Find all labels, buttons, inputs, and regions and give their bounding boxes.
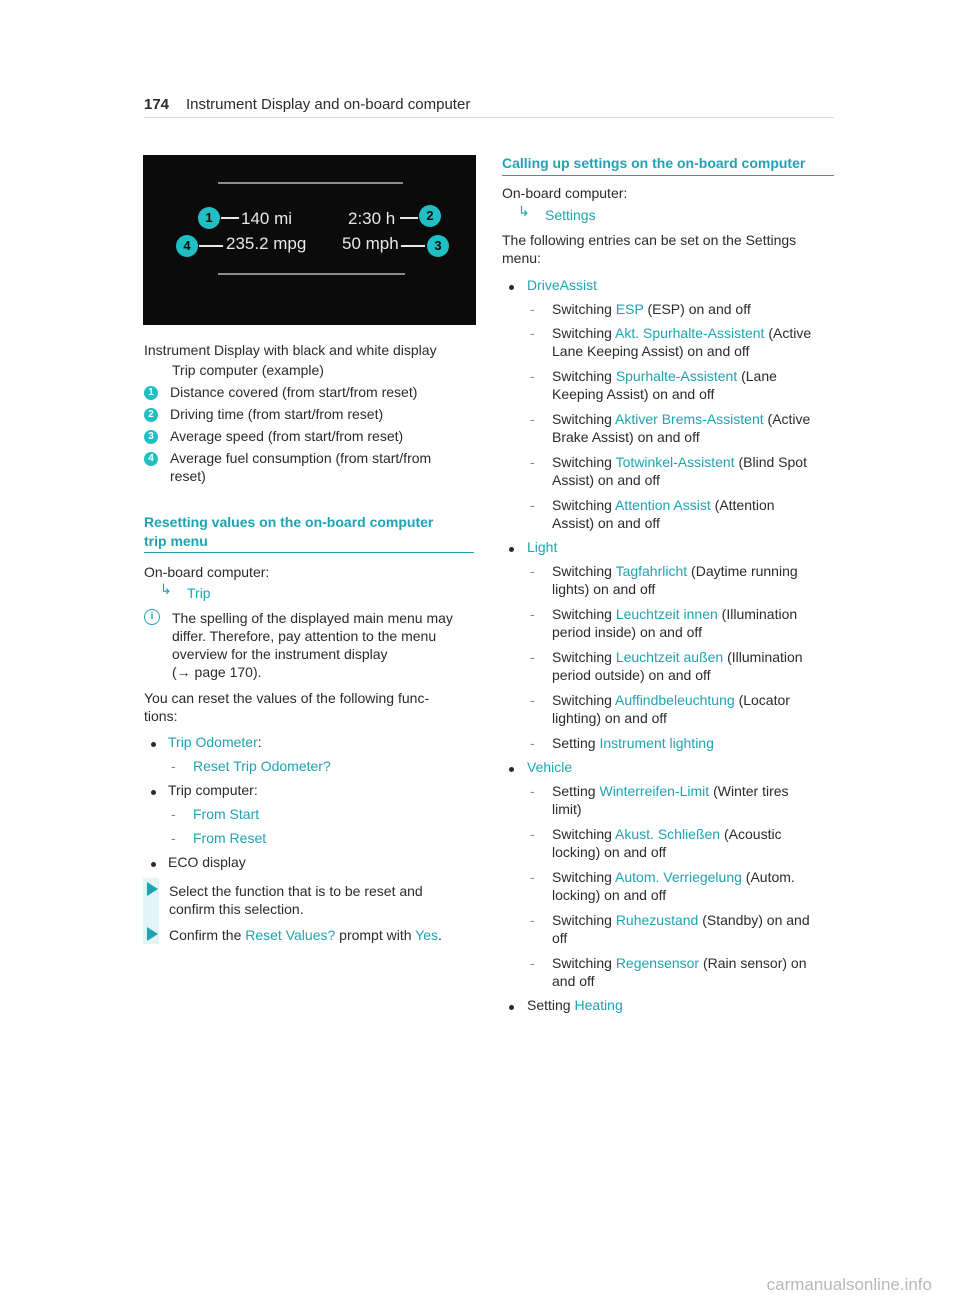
settings-item-verb: Switching: [552, 368, 612, 384]
settings-item-term-link[interactable]: ESP: [615, 301, 644, 317]
settings-item-verb: Switching: [552, 454, 612, 470]
settings-item: [552, 496, 775, 514]
settings-item-term-link[interactable]: Spurhalte-Assistent: [615, 368, 738, 384]
settings-item-verb: Switching: [552, 869, 612, 885]
settings-item-term-link[interactable]: Attention Assist: [615, 497, 711, 513]
dash-marker: -: [530, 912, 535, 928]
settings-item: [552, 410, 810, 428]
trip-odometer-link[interactable]: Trip Odometer: [168, 734, 258, 750]
display-divider-bottom: [218, 273, 405, 275]
bullet-dot: [509, 758, 514, 776]
reset-intro-line-2: tions:: [144, 708, 178, 724]
settings-item: [552, 825, 782, 843]
settings-item-verb: Switching: [552, 649, 612, 665]
settings-item-rest: (Standby) on and: [702, 912, 810, 928]
settings-item-verb: Switching: [552, 955, 612, 971]
distance-value: 140 mi: [241, 209, 293, 228]
bullet-dot: [509, 276, 514, 294]
step-2-text-a: Confirm the: [169, 927, 246, 943]
settings-item-continuation: period outside) on and off: [552, 667, 711, 683]
settings-item: [552, 868, 795, 886]
dash-marker: -: [530, 826, 535, 842]
light-link[interactable]: Light: [527, 539, 558, 555]
settings-item-rest: (Acoustic: [724, 826, 782, 842]
callout-line-4: [199, 245, 223, 247]
settings-item-continuation: Assist) on and off: [552, 472, 660, 488]
settings-item-rest: (Active: [767, 411, 811, 427]
settings-item-continuation: limit): [552, 801, 582, 817]
settings-item-rest: (Active: [768, 325, 812, 341]
step-2-text-c: prompt with: [335, 927, 416, 943]
callout-2: 2: [419, 205, 441, 227]
step-2: [169, 926, 442, 944]
bullet-dot: [151, 733, 156, 751]
step-1-line-2: confirm this selection.: [169, 901, 304, 917]
dash-marker: -: [530, 783, 535, 799]
bullet-dot: [509, 538, 514, 556]
settings-item-term-link[interactable]: Leuchtzeit innen: [615, 606, 718, 622]
step-1-line-1: Select the function that is to be reset and: [169, 883, 423, 899]
display-divider-top: [218, 182, 403, 184]
dash-marker: -: [530, 368, 535, 384]
note-line-1: The spelling of the displayed main menu may: [172, 610, 453, 626]
settings-item-rest: (Attention: [714, 497, 775, 513]
bullet-dot: [151, 853, 156, 871]
settings-item: [552, 782, 789, 800]
settings-item-term-link[interactable]: Winterreifen-Limit: [599, 783, 710, 799]
settings-item-verb: Switching: [552, 826, 612, 842]
legend-text: Average fuel consumption (from start/from reset): [170, 450, 432, 484]
list-item: [527, 996, 623, 1014]
legend-text: Driving time (from start/from reset): [170, 406, 384, 422]
legend-item: [144, 449, 460, 485]
settings-item-continuation: period inside) on and off: [552, 624, 702, 640]
dash-marker: -: [530, 606, 535, 622]
menu-path-arrow-icon: ↳: [160, 581, 172, 597]
driving-time-value: 2:30 h: [348, 209, 396, 228]
note-page-reference[interactable]: (→ page 170).: [172, 664, 262, 680]
settings-item-continuation: lights) on and off: [552, 581, 656, 597]
info-icon: i: [144, 609, 160, 625]
settings-item-verb: Switching: [552, 912, 612, 928]
settings-intro-line-2: menu:: [502, 250, 541, 266]
settings-item-verb: Setting: [552, 735, 596, 751]
yes-link[interactable]: Yes: [415, 927, 438, 943]
heating-link[interactable]: Heating: [574, 997, 623, 1013]
settings-item-continuation: Brake Assist) on and off: [552, 429, 700, 445]
number-badge: 4: [144, 452, 158, 466]
vehicle-link[interactable]: Vehicle: [527, 759, 573, 775]
legend-item: [144, 383, 470, 401]
note-line-3: overview for the instrument display: [172, 646, 388, 662]
header-divider: [144, 117, 834, 118]
legend-item: [144, 405, 470, 423]
legend-text: Average speed (from start/from reset): [170, 428, 404, 444]
dash-marker: -: [530, 325, 535, 341]
settings-item-verb: Switching: [552, 325, 612, 341]
reset-trip-odometer-link[interactable]: Reset Trip Odometer?: [193, 758, 331, 774]
reset-intro-line-1: You can reset the values of the following func-: [144, 690, 430, 706]
legend-item: [144, 427, 470, 445]
section-rule: [144, 552, 474, 553]
settings-item-rest: (ESP) on and off: [647, 301, 751, 317]
settings-item-term-link[interactable]: Tagfahrlicht: [615, 563, 688, 579]
settings-item-rest: (Winter tires: [713, 783, 789, 799]
eco-display-label: ECO display: [168, 854, 246, 870]
settings-item-rest: (Blind Spot: [738, 454, 807, 470]
settings-item-term-link[interactable]: Auffindbeleuchtung: [615, 692, 735, 708]
fuel-consumption-value: 235.2 mpg: [226, 234, 307, 253]
settings-item-verb: Setting: [552, 783, 596, 799]
dash-marker: -: [530, 869, 535, 885]
menu-path-trip[interactable]: Trip: [187, 585, 211, 601]
settings-item-term-link[interactable]: Akust. Schließen: [615, 826, 721, 842]
dash-marker: -: [530, 454, 535, 470]
settings-item-continuation: Lane Keeping Assist) on and off: [552, 343, 750, 359]
settings-item-rest: (Autom.: [745, 869, 795, 885]
settings-item-verb: Switching: [552, 692, 612, 708]
watermark: carmanualsonline.info: [766, 1275, 932, 1294]
dash-marker: -: [171, 830, 176, 846]
section-rule: [502, 175, 834, 176]
settings-item: [552, 367, 777, 385]
menu-path-settings[interactable]: Settings: [545, 207, 596, 223]
page-header-title: Instrument Display and on-board computer: [186, 96, 471, 113]
dash-marker: -: [530, 563, 535, 579]
bullet-dot: [151, 781, 156, 799]
settings-item-rest: (Lane: [741, 368, 777, 384]
step-2-text-e: .: [438, 927, 442, 943]
drive-assist-link[interactable]: DriveAssist: [527, 277, 598, 293]
callout-line-1: [221, 217, 239, 219]
list-item: Trip Odometer:: [168, 734, 262, 750]
settings-item: [552, 324, 811, 342]
dash-marker: -: [530, 411, 535, 427]
reset-values-link[interactable]: Reset Values?: [245, 927, 336, 943]
settings-item-term-link[interactable]: Aktiver Brems-Assistent: [615, 411, 764, 427]
settings-item: [552, 911, 810, 929]
settings-item-verb: Switching: [552, 606, 612, 622]
callout-1: 1: [198, 207, 220, 229]
setting-verb: Setting: [527, 997, 571, 1013]
settings-intro-line-1: The following entries can be set on the Settings: [502, 232, 797, 248]
onboard-intro: On-board computer:: [144, 564, 270, 580]
settings-item-continuation: Keeping Assist) on and off: [552, 386, 715, 402]
settings-item-term-link[interactable]: Ruhezustand: [615, 912, 699, 928]
onboard-intro: On-board computer:: [502, 185, 628, 201]
section-title-reset: Resetting values on the on-board computer: [144, 514, 434, 530]
settings-item-term-link[interactable]: Regensensor: [615, 955, 700, 971]
settings-item-continuation: Assist) on and off: [552, 515, 660, 531]
note-line-2: differ. Therefore, pay attention to the menu: [172, 628, 437, 644]
settings-item-term-link[interactable]: Totwinkel-Assistent: [615, 454, 735, 470]
bullet-dot: [509, 996, 514, 1014]
settings-item: [552, 562, 798, 580]
section-title-reset-line2: trip menu: [144, 533, 208, 549]
settings-item-continuation: locking) on and off: [552, 844, 667, 860]
from-reset-link[interactable]: From Reset: [193, 830, 267, 846]
settings-item: [552, 648, 803, 666]
figure-subtitle: Trip computer (example): [172, 362, 324, 378]
settings-item-rest: (Daytime running: [691, 563, 798, 579]
callout-4: 4: [176, 235, 198, 257]
menu-path-arrow-icon: ↳: [518, 203, 530, 219]
dash-marker: -: [171, 806, 176, 822]
settings-item-term-link[interactable]: Autom. Verriegelung: [615, 869, 742, 885]
dash-marker: -: [530, 497, 535, 513]
settings-item-rest: (Locator: [738, 692, 790, 708]
number-badge: 1: [144, 386, 158, 400]
step-arrow-icon: [147, 882, 158, 896]
dash-marker: -: [530, 955, 535, 971]
settings-item: [552, 300, 751, 318]
callout-line-2: [400, 217, 418, 219]
settings-item-verb: Switching: [552, 497, 612, 513]
settings-item-continuation: off: [552, 930, 568, 946]
dash-marker: -: [530, 692, 535, 708]
settings-item: [552, 453, 807, 471]
dash-marker: -: [530, 649, 535, 665]
settings-item-term-link[interactable]: Instrument lighting: [599, 735, 714, 751]
settings-item-verb: Switching: [552, 411, 612, 427]
number-badge: 3: [144, 430, 158, 444]
number-badge: 2: [144, 408, 158, 422]
section-title-settings: Calling up settings on the on-board computer: [502, 155, 806, 171]
dash-marker: -: [530, 301, 535, 317]
figure-caption: Instrument Display with black and white display: [144, 342, 437, 358]
settings-item-continuation: lighting) on and off: [552, 710, 667, 726]
legend-text: Distance covered (from start/from reset): [170, 384, 418, 400]
settings-item-rest: (Illumination: [721, 606, 798, 622]
settings-item-continuation: locking) on and off: [552, 887, 667, 903]
average-speed-value: 50 mph: [342, 234, 399, 253]
from-start-link[interactable]: From Start: [193, 806, 260, 822]
callout-3: 3: [427, 235, 449, 257]
step-arrow-icon: [147, 927, 158, 941]
settings-item-term-link[interactable]: Akt. Spurhalte-Assistent: [615, 325, 765, 341]
settings-item-rest: (Illumination: [727, 649, 803, 665]
settings-item-verb: Switching: [552, 563, 612, 579]
settings-item-term-link[interactable]: Leuchtzeit außen: [615, 649, 724, 665]
settings-item: [552, 954, 806, 972]
settings-item-continuation: and off: [552, 973, 595, 989]
dash-marker: -: [171, 758, 176, 774]
settings-item-rest: (Rain sensor) on: [702, 955, 807, 971]
dash-marker: -: [530, 735, 535, 751]
settings-item-verb: Switching: [552, 301, 612, 317]
settings-item: [552, 605, 797, 623]
trip-computer-label: Trip computer:: [168, 782, 258, 798]
callout-line-3: [401, 245, 425, 247]
settings-item: [552, 691, 790, 709]
page-number: 174: [144, 96, 170, 113]
settings-item: [552, 734, 714, 752]
instrument-display-image: [143, 155, 476, 325]
